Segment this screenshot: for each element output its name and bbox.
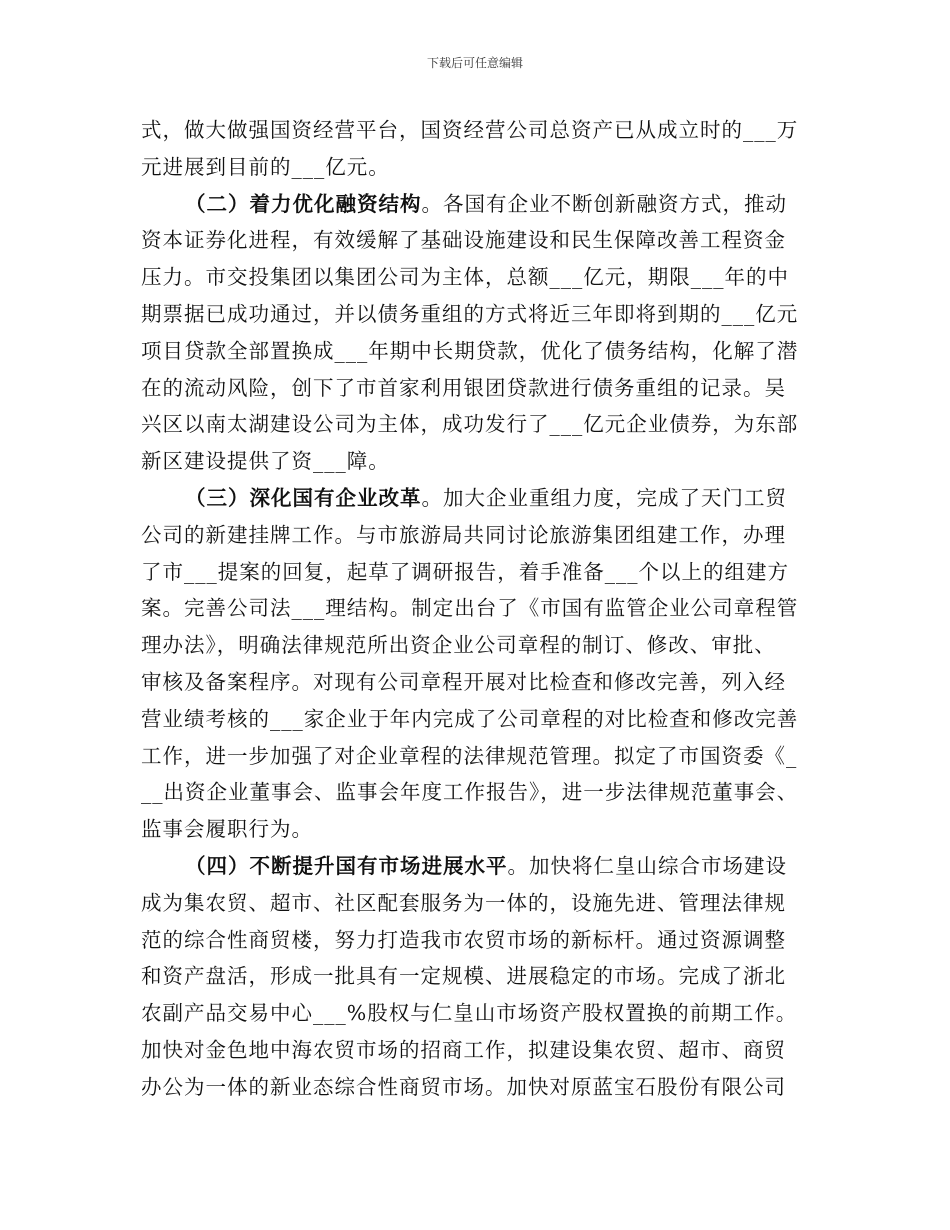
- section-heading-line: （二）着力优化融资结构。各国有企业不断创新融资方式，推动: [185, 191, 787, 216]
- text-line: 资本证券化进程，有效缓解了基础设施建设和民生保障改善工程资金: [141, 228, 786, 253]
- section-heading-line: （四）不断提升国有市场进展水平。加快将仁皇山综合市场建设: [185, 853, 787, 878]
- text-line: 理办法》，明确法律规范所出资企业公司章程的制订、修改、审批、: [141, 633, 776, 658]
- section-heading: （四）不断提升国有市场进展水平: [185, 853, 508, 878]
- text-line: 工作，进一步加强了对企业章程的法律规范管理。拟定了市国资委《_: [141, 743, 798, 768]
- section-heading-line: （三）深化国有企业改革。加大企业重组力度，完成了天门工贸: [185, 485, 787, 510]
- text-line: 营业绩考核的___家企业于年内完成了公司章程的对比检查和修改完善: [141, 706, 799, 731]
- text-line: 式，做大做强国资经营平台，国资经营公司总资产已从成立时的___万: [141, 118, 799, 142]
- text-line: 新区建设提供了资___障。: [141, 449, 390, 474]
- page-header: 下载后可任意编辑: [426, 56, 523, 70]
- text-line: 农副产品交易中心___%股权与仁皇山市场资产股权置换的前期工作。: [141, 1001, 798, 1026]
- text-line: 元进展到目前的___亿元。: [141, 154, 390, 179]
- section-heading: （二）着力优化融资结构: [185, 191, 422, 216]
- text-line: 了市___提案的回复，起草了调研报告，着手准备___个以上的组建方: [141, 559, 789, 584]
- section-heading: （三）深化国有企业改革: [185, 485, 422, 510]
- text-line: 在的流动风险，创下了市首家利用银团贷款进行债务重组的记录。吴: [141, 375, 786, 400]
- text-line: 项目贷款全部置换成___年期中长期贷款，优化了债务结构，化解了潜: [141, 338, 799, 363]
- text-line: 成为集农贸、超市、社区配套服务为一体的，设施先进、管理法律规: [141, 890, 786, 915]
- text-line: 审核及备案程序。对现有公司章程开展对比检查和修改完善，列入经: [141, 669, 786, 694]
- text-line: __出资企业董事会、监事会年度工作报告》，进一步法律规范董事会、: [141, 780, 799, 805]
- text-line: 压力。市交投集团以集团公司为主体，总额___亿元，期限___年的中: [141, 265, 789, 290]
- text-line: 兴区以南太湖建设公司为主体，成功发行了___亿元企业债券，为东部: [141, 412, 799, 437]
- text-line: 公司的新建挂牌工作。与市旅游局共同讨论旅游集团组建工作，办理: [141, 522, 786, 547]
- document-body: [141, 112, 813, 1106]
- text-line: 和资产盘活，形成一批具有一定规模、进展稳定的市场。完成了浙北: [141, 964, 786, 989]
- text-line: 监事会履职行为。: [141, 817, 313, 842]
- text-line: 加快对金色地中海农贸市场的招商工作，拟建设集农贸、超市、商贸: [141, 1037, 786, 1062]
- text-line: 范的综合性商贸楼，努力打造我市农贸市场的新标杆。通过资源调整: [141, 927, 786, 952]
- text-line: 期票据已成功通过，并以债务重组的方式将近三年即将到期的___亿元: [141, 301, 799, 326]
- text-line: 案。完善公司法___理结构。制定出台了《市国有监管企业公司章程管: [141, 596, 799, 621]
- text-line: 办公为一体的新业态综合性商贸市场。加快对原蓝宝石股份有限公司: [141, 1074, 786, 1099]
